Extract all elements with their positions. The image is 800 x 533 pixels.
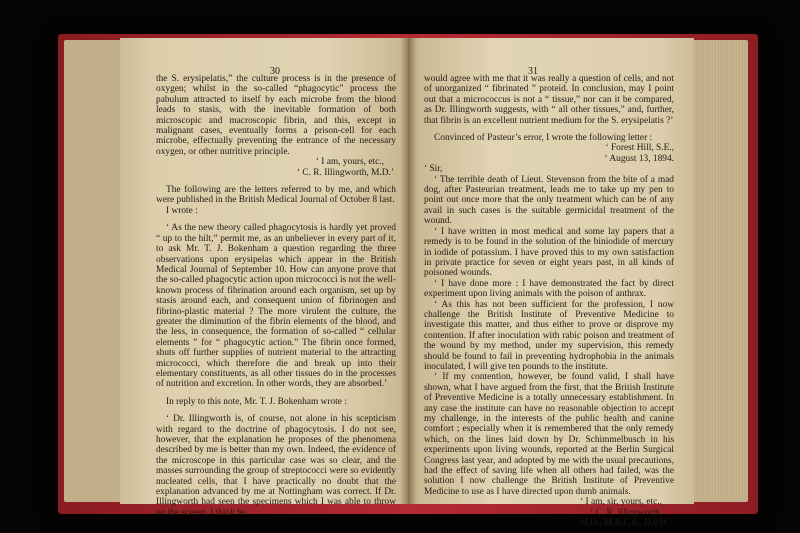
right-page-edges bbox=[688, 40, 748, 502]
quoted-letter: ‘ Dr. Illingworth is, of course, not alone in his scepticism with regard to the doctrine of phagocytosis. I do not see, however, that the explanation he proposes of the phenomena described by me is better than my own. Indeed, the evidence of the microscope in this particular case was so clear, and the masses surrounding the group of streptococci were so evidently nucleated cells, that I have practically no doubt that the explanation advanced by me at Nottingham was correct. If Dr. Illingworth had seen the specimens which I was able to throw on the screen, I think he bbox=[156, 414, 396, 518]
right-page bbox=[408, 38, 694, 529]
letter-date: ‘ August 13, 1894. bbox=[604, 153, 674, 164]
paragraph: The following are the letters referred to by me, and which were published in the British Medical Journal of October 8 last. bbox=[156, 185, 396, 206]
page-number-left: 30 bbox=[270, 66, 280, 77]
paragraph: ‘ If my contention, however, be found valid, I shall have shown, what I have argued from the first, that the British Institute of Preventive Medicine is a totally unnecessary establishment. In any case the institute can have no reasonable objection to accept my challenge, in the interests of the public health and canine comfort ; especially when it is remembered that the only remedy which, on the lines laid down by Dr. Schimmelbusch in his experiments upon living wounds, reported at the Berlin Surgical Congress last year, and adopted by me with the usual precautions, had the effect of saving life when all others had failed, was the solution I now challenge the British Institute of Preventive Medicine to use as I have directed upon dumb animals. bbox=[424, 372, 674, 497]
paragraph: would agree with me that it was really a question of cells, and not of unorganized “ fibrinated ” proteid. In conclusion, may I point out that a micrococcus is not a “ tissue,” nor can it be compared, as Dr. Illingworth suggests, with “ all other tissues,” and, further, that fibrin is an excellent nutrient medium for the S. erysipelatis ?’ bbox=[424, 74, 674, 126]
letter-address: ‘ Forest Hill, S.E., bbox=[605, 143, 674, 154]
signature: ‘ C. R. Illingworth, bbox=[590, 507, 662, 518]
paragraph: ‘ I have written in most medical and some lay papers that a remedy is to be found in the solution of the biniodide of mercury in iodide of potassium. I have proved this to my own satisfaction in private practice for seven or eight years past, in all kinds of poisoned wounds. bbox=[424, 226, 674, 279]
book-gutter bbox=[400, 38, 416, 504]
credentials: ‘ M.D., M.R.C.S., D.P.H.’ bbox=[574, 518, 672, 529]
closing: ‘ I am, sir, yours, etc., bbox=[580, 497, 662, 508]
paragraph: In reply to this note, Mr. T. J. Bokenham wrote : bbox=[166, 396, 347, 407]
right-page-text bbox=[424, 74, 674, 528]
signature: ‘ C. R. Illingworth, M.D.’ bbox=[296, 167, 394, 178]
salutation: ‘ Sir, bbox=[424, 164, 443, 175]
closing: ‘ I am, yours, etc., bbox=[315, 157, 384, 168]
paragraph: ‘ I have done more : I have demonstrated the fact by direct experiment upon living animals with the poison of anthrax. bbox=[424, 278, 674, 300]
paragraph: ‘ The terrible death of Lieut. Stevenson from the bite of a mad dog, after Pasteurian treatment, leads me to take up my pen to point out once more that the only treatment which can be of any avail in such cases is the suitable germicidal treatment of the wound. bbox=[424, 174, 674, 227]
paragraph: ‘ As this has not been sufficient for the profession, I now challenge the British Institute of Preventive Medicine to investigate this matter, and thus either to prove or disprove my contention. If after inoculation with rabic poison and treatment of the wound by my method, under my supervision, this remedy should be found to fail in preventing hydrophobia in the animals inoculated, I will give ten pounds to the institute. bbox=[424, 299, 674, 372]
page-number-right: 31 bbox=[528, 66, 538, 77]
left-page bbox=[120, 38, 416, 518]
paragraph: I wrote : bbox=[166, 205, 198, 216]
paragraph: the S. erysipelatis,” the culture process is in the presence of oxygen; whilst in the so-called “phagocytic” process the pabulum attracted to itself by each microbe from the blood leads to stasis, with the inevitable formation of both microscopic and macroscopic fibrin, and this, except in malignant cases, eventually forms a prison-cell for each microbe, effectually preventing the entrance of the necessary oxygen, or other nutritive principle. bbox=[156, 74, 396, 157]
quoted-letter: ‘ As the new theory called phagocytosis is hardly yet proved “ up to the hilt,” permit me, as an unbeliever in every part of it, to ask Mr. T. J. Bokenham a question regarding the three observations upon erysipelas which appear in the British Medical Journal of September 10. How can anyone prove that the so-called phagocytic action upon micrococci is not the well-known process of fibrination around each organism, set up by stasis around each, and consequent union of fibrinogen and fibrino-plastic material ? The more virulent the culture, the greater the diminution of the fibrin elements of the blood, and the less, in consequence, the formation of so-called “ cellular elements ” for “ phagocytic action.” The fibrin once formed, shuts off further supplies of nutrient material to the attracting micrococci, which therefore die and break up into their elementary constituents, as all other tissues do in the processes of nutrition and excretion. In other words, they are absorbed.’ bbox=[156, 223, 396, 390]
left-page-text bbox=[156, 74, 396, 518]
paragraph: Convinced of Pasteur’s error, I wrote the following letter : bbox=[434, 133, 653, 144]
left-page-edges bbox=[64, 40, 124, 502]
